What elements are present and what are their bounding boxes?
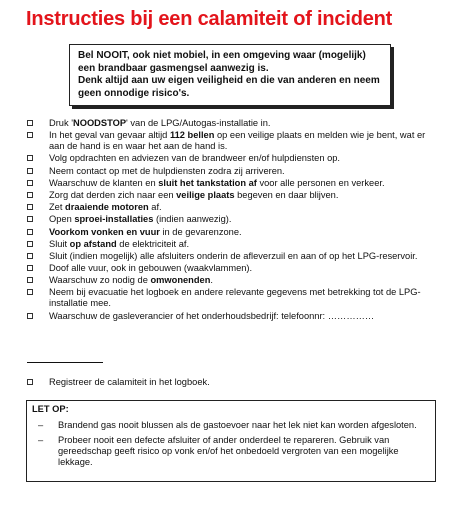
- let-op-box: [26, 400, 436, 482]
- instruction-item: [27, 275, 442, 286]
- checkbox-icon: [27, 132, 33, 138]
- page-title: Instructies bij een calamiteit of incident: [26, 8, 393, 30]
- instruction-text: Waarschuw de gasleverancier of het onderhoudsbedrijf: telefoonnr: ……………: [49, 310, 375, 321]
- checkbox-icon: [27, 241, 33, 247]
- checkbox-icon: [27, 216, 33, 222]
- instruction-text: Waarschuw zo nodig de omwonenden.: [49, 275, 213, 286]
- instruction-item: [27, 227, 442, 238]
- let-op-note-text: Brandend gas nooit blussen als de gastoevoer naar het lek niet kan worden afgesloten.: [58, 420, 417, 430]
- instruction-item: [27, 202, 442, 213]
- checkbox-icon: [27, 289, 33, 295]
- instruction-text: Neem bij evacuatie het logboek en andere relevante gegevens met betrekking tot de LPG-installatie mee.: [49, 287, 421, 309]
- checkbox-icon: [27, 277, 33, 283]
- let-op-title: LET OP:: [32, 404, 69, 414]
- checkbox-icon: [27, 204, 33, 210]
- dash-bullet: –: [38, 420, 44, 430]
- checkbox-icon: [27, 168, 33, 174]
- instruction-item: [27, 130, 442, 152]
- instruction-item: [27, 153, 442, 164]
- instruction-item: [27, 287, 442, 309]
- instruction-list: [27, 118, 442, 323]
- instruction-text: Sluit op afstand de elektriciteit af.: [49, 238, 190, 249]
- instruction-item: [27, 251, 442, 262]
- checkbox-icon: [27, 379, 33, 385]
- instruction-text: Neem contact op met de hulpdiensten zodra zij arriveren.: [49, 165, 285, 176]
- warning-line-2: Denk altijd aan uw eigen veiligheid en die van anderen en neem geen onnodige risico's.: [78, 75, 380, 99]
- logbook-text: Registreer de calamiteit in het logboek.: [49, 377, 210, 387]
- instruction-text: Volg opdrachten en adviezen van de brandweer en/of hulpdiensten op.: [49, 153, 341, 164]
- warning-box: [69, 44, 391, 106]
- instruction-text: Doof alle vuur, ook in gebouwen (waakvlammen).: [49, 263, 253, 274]
- instruction-text: Sluit (indien mogelijk) alle afsluiters onderin de afleverzuil en aan of op het LPG-reservoir.: [49, 250, 418, 261]
- instruction-item: [27, 178, 442, 189]
- warning-line-1: Bel NOOIT, ook niet mobiel, in een omgeving waar (mogelijk) een brandbaar gasmengsel aanwezig is.: [78, 50, 366, 74]
- instruction-item: [27, 190, 442, 201]
- checkbox-icon: [27, 155, 33, 161]
- dash-bullet: –: [38, 435, 44, 445]
- logbook-item: [27, 377, 442, 388]
- instruction-text: Zet draaiende motoren af.: [49, 202, 162, 213]
- instruction-item: [27, 311, 442, 322]
- instruction-item: [27, 118, 442, 129]
- instruction-item: [27, 214, 442, 225]
- let-op-note: [32, 420, 427, 431]
- let-op-note-text: Probeer nooit een defecte afsluiter of ander onderdeel te repareren. Gebruik van gereedschap geeft risico op vonk en/of het onbedoeld vergroten van een mogelijke lekkage.: [58, 435, 399, 467]
- checkbox-icon: [27, 120, 33, 126]
- checkbox-icon: [27, 180, 33, 186]
- instruction-item: [27, 263, 442, 274]
- checkbox-icon: [27, 253, 33, 259]
- checkbox-icon: [27, 313, 33, 319]
- let-op-note: [32, 435, 427, 468]
- instruction-text: Druk 'NOODSTOP' van de LPG/Autogas-installatie in.: [49, 118, 271, 128]
- instruction-text: Waarschuw de klanten en sluit het tankstation af voor alle personen en verkeer.: [49, 177, 385, 188]
- checkbox-icon: [27, 229, 33, 235]
- checkbox-icon: [27, 265, 33, 271]
- instruction-text: Zorg dat derden zich naar een veilige plaats begeven en daar blijven.: [49, 189, 339, 200]
- instruction-text: In het geval van gevaar altijd 112 bellen op een veilige plaats en melden wie je bent, wat er aan de hand is en waar het aan de hand is.: [49, 130, 426, 152]
- instruction-text: Open sproei-installaties (indien aanwezig).: [49, 214, 232, 225]
- instruction-item: [27, 166, 442, 177]
- instruction-item: [27, 239, 442, 250]
- checkbox-icon: [27, 192, 33, 198]
- instruction-text: Voorkom vonken en vuur in de gevarenzone.: [49, 226, 242, 237]
- divider-line: [27, 362, 103, 363]
